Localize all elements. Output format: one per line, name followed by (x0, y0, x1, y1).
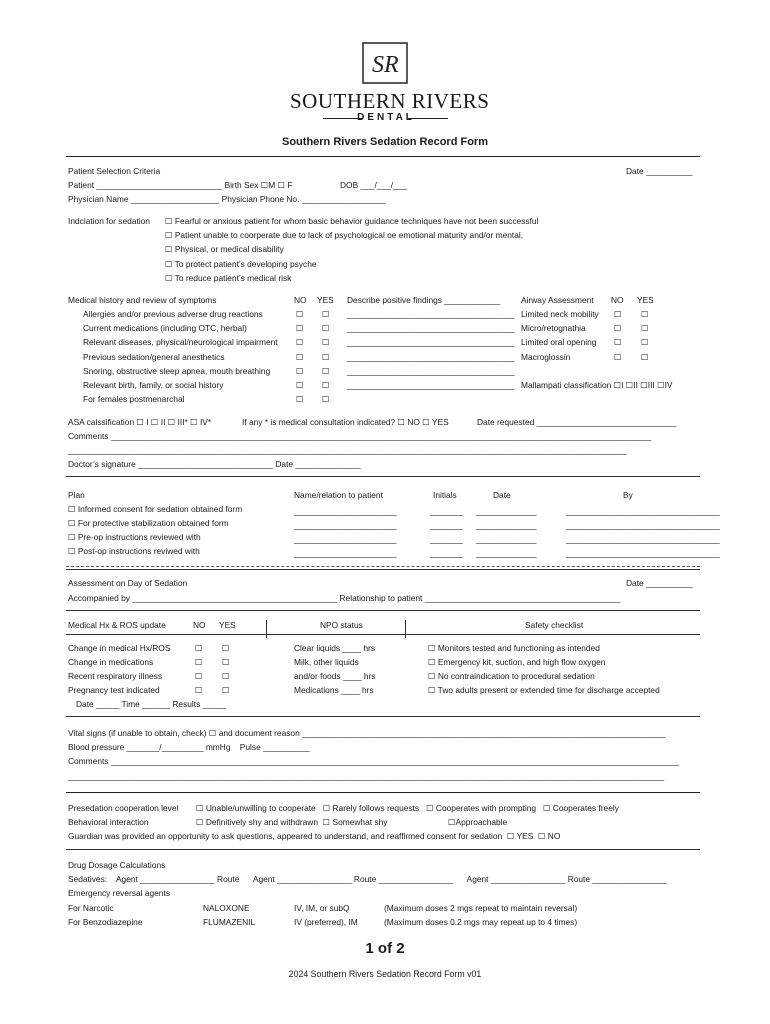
checkbox[interactable]: ☐ (322, 309, 330, 319)
doctor-signature[interactable]: Doctor’s signature _____________________________ Date ______________ (68, 459, 361, 469)
airway-item: Micro/retognathia (521, 323, 586, 333)
checkbox[interactable]: ☐ (641, 352, 649, 362)
checkbox[interactable]: ☐ (296, 394, 304, 404)
col-safety-checklist: Safety checklist (525, 620, 584, 630)
divider (66, 566, 700, 567)
findings-blank[interactable]: ____________________________________ (347, 309, 515, 319)
airway-header: Airway Assessment (521, 295, 594, 305)
findings-blank[interactable]: ____________________________________ (347, 352, 515, 362)
divider (66, 849, 700, 850)
update-item: Recent respiratory illness (68, 671, 163, 681)
section-header: Patient Selection Criteria (68, 166, 161, 176)
plan-item[interactable]: ☐ Pre-op instructions reviewed with (68, 532, 201, 542)
checkbox[interactable]: ☐ (322, 337, 330, 347)
date-blank[interactable]: _____________ (476, 534, 537, 544)
patient-line[interactable]: Patient ___________________________ Birth Sex ☐M ☐ F (68, 180, 293, 190)
sedatives-line[interactable]: Sedatives: Agent ________________ Route Agent ________________ Route ________________ Agent ________________ Route ________________ (68, 874, 667, 884)
airway-item: Limited neck mobility (521, 309, 599, 319)
brand-subtitle: DENTAL (357, 112, 415, 123)
comments-line[interactable]: Comments __________________________________________________________________________________________________________________________ (68, 756, 680, 766)
checkbox[interactable]: ☐ (641, 323, 649, 333)
checkbox[interactable]: ☐ (222, 671, 230, 681)
consult-question[interactable]: If any * is medical consultation indicated? ☐ NO ☐ YES (242, 417, 449, 427)
safety-item[interactable]: ☐ Two adults present or extended time for discharge accepted (428, 685, 660, 695)
findings-blank[interactable]: ____________________________________ (347, 337, 515, 347)
name-blank[interactable]: ______________________ (294, 506, 397, 516)
col-no: NO (294, 295, 307, 305)
blood-pressure-line[interactable]: Blood pressure _______/_________ mmHg Pulse __________ (68, 742, 310, 752)
describe-findings[interactable]: Describe positive findings ____________ (347, 295, 501, 305)
col-npo-status: NPO status (320, 620, 363, 630)
cooperation-label: Presedation cooperation level (68, 803, 179, 813)
divider (66, 569, 700, 570)
initials-blank[interactable]: _______ (430, 548, 463, 558)
page-number: 1 of 2 (365, 940, 405, 957)
divider (66, 610, 700, 611)
col-medical-update: Medical Hx & ROS update (68, 620, 166, 630)
airway-item: Macroglossin (521, 352, 571, 362)
checkbox[interactable]: ☐ (322, 352, 330, 362)
drug-header: Drug Dosage Calculations (68, 860, 166, 870)
history-item: Relevant diseases, physical/neurological impairment (83, 337, 278, 347)
plan-item[interactable]: ☐ Informed consent for sedation obtained form (68, 504, 243, 514)
svg-text:SR: SR (372, 52, 399, 78)
divider (66, 476, 700, 477)
checkbox[interactable]: ☐ (296, 366, 304, 376)
checkbox[interactable]: ☐ (296, 352, 304, 362)
checkbox[interactable]: ☐ (614, 309, 622, 319)
behavior-options[interactable]: ☐ Definitively shy and withdrawn ☐ Somewhat shy (196, 817, 388, 827)
comments-line[interactable]: ________________________________________________________________________________________________________________________ (68, 445, 627, 455)
checkbox[interactable]: ☐ (641, 337, 649, 347)
checkbox[interactable]: ☐ (614, 323, 622, 333)
indication-label: Indciation for sedation (68, 216, 150, 226)
plan-header: Plan (68, 490, 85, 500)
indication-option[interactable]: ☐ To protect patient’s developing psyche (165, 259, 317, 269)
divider (66, 792, 700, 793)
col-yes: YES (219, 620, 236, 630)
comments-line[interactable]: Comments ____________________________________________________________________________________________________________________ (68, 431, 652, 441)
update-item: Change in medical Hx/ROS (68, 643, 171, 653)
checkbox[interactable]: ☐ (296, 309, 304, 319)
safety-item[interactable]: ☐ No contraindication to procedural sedation (428, 671, 595, 681)
mallampati-classification[interactable]: Mallampati classification ☐I ☐II ☐III ☐IV (521, 380, 673, 390)
name-blank[interactable]: ______________________ (294, 534, 397, 544)
initials-blank[interactable]: _______ (430, 520, 463, 530)
by-blank[interactable]: _________________________________ (566, 520, 720, 530)
col-by: By (623, 490, 633, 500)
npo-item: Milk, other liquids (294, 657, 359, 667)
checkbox[interactable]: ☐ (614, 337, 622, 347)
divider (66, 634, 700, 635)
initials-blank[interactable]: _______ (430, 506, 463, 516)
checkbox[interactable]: ☐ (222, 685, 230, 695)
history-item: Relevant birth, family, or social history (83, 380, 224, 390)
date-blank[interactable]: _____________ (476, 548, 537, 558)
airway-item: Limited oral opening (521, 337, 597, 347)
divider (66, 716, 700, 717)
history-item: Current medications (including OTC, herbal) (83, 323, 247, 333)
date-field[interactable]: Date __________ (626, 166, 693, 176)
brand-name: SOUTHERN RIVERS (290, 89, 490, 113)
column-divider (266, 620, 267, 638)
indication-option[interactable]: ☐ Physical, or medical disability (165, 244, 284, 254)
column-divider (405, 620, 406, 638)
medical-history-header: Medical history and review of symptoms (68, 295, 217, 305)
checkbox[interactable]: ☐ (322, 323, 330, 333)
findings-blank[interactable]: ____________________________________ (347, 380, 515, 390)
checkbox[interactable]: ☐ (296, 323, 304, 333)
cooperation-options[interactable]: ☐ Unable/unwilling to cooperate ☐ Rarely follows requests ☐ Cooperates with prompting ☐ Cooperates freely (196, 803, 619, 813)
indication-option[interactable]: ☐ Patient unable to coorperate due to lack of psychological oe emotional maturity and/or mental, (165, 230, 524, 240)
date-blank[interactable]: _____________ (476, 506, 537, 516)
reversal-for: For Benzodiazepine (68, 917, 143, 927)
safety-item[interactable]: ☐ Monitors tested and functioning as intended (428, 643, 600, 653)
checkbox[interactable]: ☐ (296, 380, 304, 390)
reversal-route: IV, IM, or subQ (294, 903, 350, 913)
checkbox[interactable]: ☐ (195, 671, 203, 681)
history-item: Previous sedation/general anesthetics (83, 352, 225, 362)
col-name-relation: Name/relation to patient (294, 490, 383, 500)
npo-item[interactable]: Medications ____ hrs (294, 685, 374, 695)
checkbox[interactable]: ☐ (222, 643, 230, 653)
indication-option[interactable]: ☐ To reduce patient’s medical risk (165, 273, 292, 283)
plan-item[interactable]: ☐ For protective stabilization obtained form (68, 518, 229, 528)
checkbox[interactable]: ☐ (296, 337, 304, 347)
safety-item[interactable]: ☐ Emergency kit, suction, and high flow oxygen (428, 657, 606, 667)
reversal-route: IV (preferred), IM (294, 917, 358, 927)
history-item: For females postmenarchal (83, 394, 185, 404)
name-blank[interactable]: ______________________ (294, 520, 397, 530)
assessment-header: Assessment on Day of Sedation (68, 578, 188, 588)
name-blank[interactable]: ______________________ (294, 548, 397, 558)
checkbox[interactable]: ☐ (195, 657, 203, 667)
indication-option[interactable]: ☐ Fearful or anxious patient for whom basic behavior guidance techniques have not been successful (165, 216, 539, 226)
reversal-header: Emergency reversal agents (68, 888, 170, 898)
findings-blank[interactable]: ____________________________________ (347, 323, 515, 333)
checkbox[interactable]: ☐ (195, 643, 203, 653)
findings-blank[interactable]: ____________________________________ (347, 366, 515, 376)
form-title: Southern Rivers Sedation Record Form (282, 136, 488, 148)
accompanied-line[interactable]: Accompanied by ____________________________________________ Relationship to patient __________________________________________ (68, 593, 621, 603)
col-initials: Initials (433, 490, 457, 500)
checkbox[interactable]: ☐ (322, 366, 330, 376)
checkbox[interactable]: ☐ (641, 309, 649, 319)
col-date: Date (493, 490, 511, 500)
reversal-agent: FLUMAZENIL (203, 917, 256, 927)
col-no: NO (193, 620, 206, 630)
checkbox[interactable]: ☐ (614, 352, 622, 362)
history-item: Allergies and/or previous adverse drug reactions (83, 309, 263, 319)
footer-text: 2024 Southern Rivers Sedation Record Form v01 (288, 969, 482, 979)
checkbox[interactable]: ☐ (222, 657, 230, 667)
dob-field[interactable]: DOB ___/___/___ (340, 180, 408, 190)
behavior-label: Behavioral interaction (68, 817, 149, 827)
col-yes: YES (317, 295, 334, 305)
airway-col-yes: YES (637, 295, 654, 305)
airway-col-no: NO (611, 295, 624, 305)
reversal-note: (Maximum doses 2 mgs repeat to maintain reversal) (384, 903, 578, 913)
by-blank[interactable]: _________________________________ (566, 506, 720, 516)
date-field[interactable]: Date __________ (626, 578, 693, 588)
npo-item[interactable]: and/or foods ____ hrs (294, 671, 376, 681)
initials-blank[interactable]: _______ (430, 534, 463, 544)
history-item: Snoring, obstructive sleep apnea, mouth breathing (83, 366, 271, 376)
checkbox[interactable]: ☐ (195, 685, 203, 695)
reversal-for: For Narcotic (68, 903, 114, 913)
by-blank[interactable]: _________________________________ (566, 548, 720, 558)
date-requested[interactable]: Date requested ______________________________ (477, 417, 677, 427)
reversal-note: (Maximum doses 0.2 mgs may repeat up to 4 times) (384, 917, 578, 927)
asa-classification[interactable]: ASA calssification ☐ I ☐ II ☐ III* ☐ IV* (68, 417, 212, 427)
comments-line[interactable]: ________________________________________________________________________________________________________________________________ (68, 771, 665, 781)
divider (66, 156, 700, 157)
brand-rule-right (408, 118, 448, 119)
update-item: Change in medications (68, 657, 154, 667)
pregnancy-test-line[interactable]: Date _____ Time ______ Results _____ (76, 699, 226, 709)
npo-item[interactable]: Clear liquids ____ hrs (294, 643, 376, 653)
vital-signs-line[interactable]: Vital signs (if unable to obtain, check) ☐ and document reason ______________________________________________________________________________ (68, 728, 666, 738)
behavior-option-approachable[interactable]: ☐Approachable (448, 817, 508, 827)
reversal-agent: NALOXONE (203, 903, 250, 913)
checkbox[interactable]: ☐ (322, 380, 330, 390)
monogram-logo (362, 42, 408, 84)
plan-item[interactable]: ☐ Post-op instructions reviwed with (68, 546, 200, 556)
checkbox[interactable]: ☐ (322, 394, 330, 404)
physician-line[interactable]: Physician Name ___________________ Physician Phone No. __________________ (68, 194, 386, 204)
guardian-consent[interactable]: Guardian was provided an opportunity to ask questions, appeared to understand, and reaffirmed consent for sedation ☐ YES ☐ NO (68, 831, 561, 841)
date-blank[interactable]: _____________ (476, 520, 537, 530)
by-blank[interactable]: _________________________________ (566, 534, 720, 544)
update-item: Pregnancy test indicated (68, 685, 160, 695)
